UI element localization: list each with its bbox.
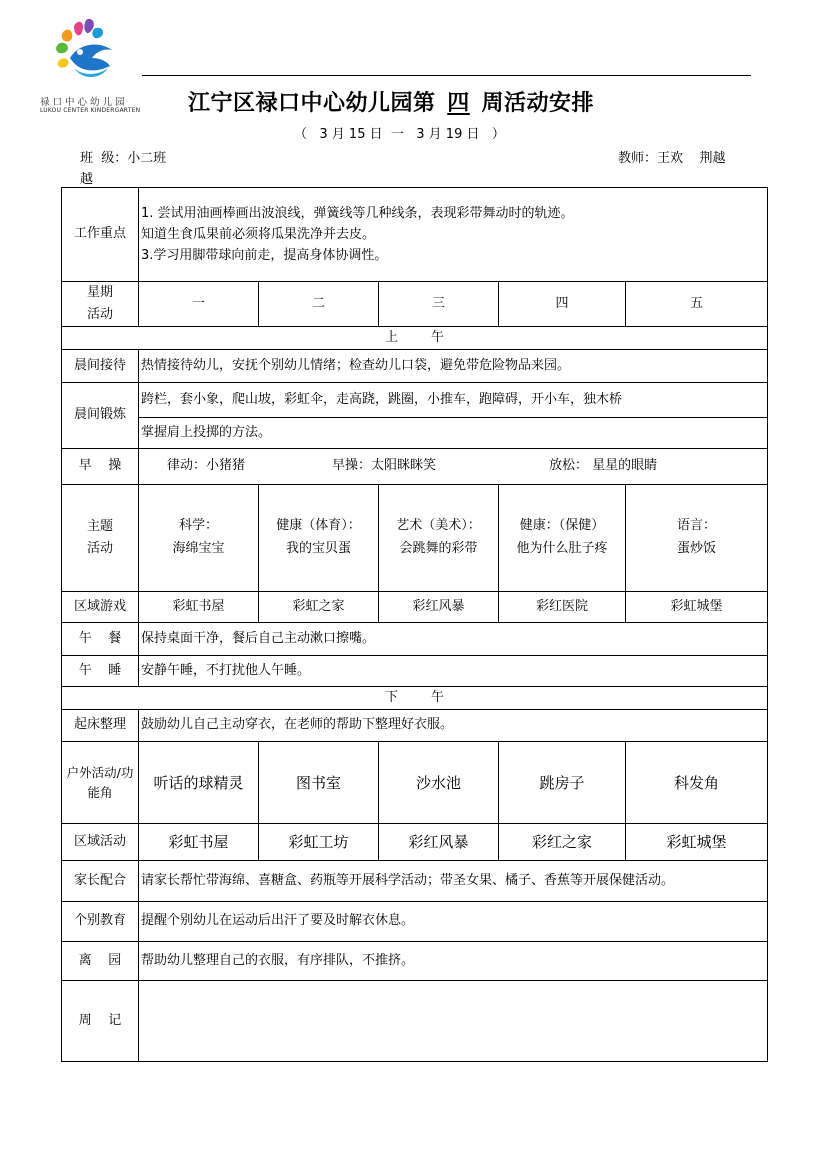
theme-fri-subject: 语言： (677, 518, 717, 534)
area-game-mon: 彩虹书屋 (139, 592, 259, 623)
theme-mon (139, 485, 259, 592)
weekly-note-row (62, 981, 768, 1062)
drill-label: 早 操 (62, 449, 139, 485)
area-activity-label: 区域活动 (62, 824, 139, 861)
theme-mon-topic: 海绵宝宝 (172, 541, 225, 557)
nap-text: 安静午睡，不打扰他人午睡。 (139, 656, 768, 687)
theme-wed-topic: 会跳舞的彩带 (399, 541, 478, 557)
theme-wed-subject: 艺术（美术）： (396, 518, 481, 534)
exercise-text-1: 跨栏，套小象，爬山坡，彩虹伞，走高跷，跳圈，小推车，跑障碍，开小车，独木桥 (139, 383, 768, 418)
nap-row (62, 656, 768, 687)
afternoon-header: 下 午 (62, 687, 768, 710)
area-game-thu: 彩红医院 (499, 592, 626, 623)
theme-label-line-1: 主题 (86, 519, 113, 535)
theme-thu (499, 485, 626, 592)
weekday-wed: 三 (379, 282, 499, 327)
weekly-plan-table (61, 187, 768, 1062)
area-activity-fri: 彩虹城堡 (626, 824, 768, 861)
individual-row (62, 902, 768, 942)
drill-relax: 放松： 星星的眼睛 (549, 458, 658, 474)
theme-label (62, 485, 139, 592)
header-rule (142, 75, 751, 76)
exercise-text-2: 掌握肩上投掷的方法。 (139, 418, 768, 449)
individual-label: 个别教育 (62, 902, 139, 942)
drill-content (139, 449, 768, 485)
outdoor-mon: 听话的球精灵 (139, 742, 259, 824)
theme-row (62, 485, 768, 592)
theme-fri (626, 485, 768, 592)
focus-line-1: 1. 尝试用油画棒画出波浪线，弹簧线等几种线条，表现彩带舞动时的轨迹。 (141, 206, 574, 221)
area-game-tue: 彩虹之家 (259, 592, 379, 623)
weekday-fri: 五 (626, 282, 768, 327)
theme-tue-topic: 我的宝贝蛋 (285, 541, 351, 557)
drill-main: 早操：太阳眯眯笑 (332, 458, 437, 474)
area-game-fri: 彩虹城堡 (626, 592, 768, 623)
theme-fri-topic: 蛋炒饭 (677, 541, 717, 557)
title-prefix: 江宁区禄口中心幼儿园第 (188, 90, 436, 116)
theme-thu-topic: 他为什么肚子疼 (516, 541, 608, 557)
area-game-wed: 彩红风暴 (379, 592, 499, 623)
area-game-label: 区域游戏 (62, 592, 139, 623)
individual-text: 提醒个别幼儿在运动后出汗了要及时解衣休息。 (139, 902, 768, 942)
page-title (188, 86, 594, 117)
parent-label: 家长配合 (62, 861, 139, 902)
reception-label: 晨间接待 (62, 350, 139, 383)
parent-row (62, 861, 768, 902)
date-range: （ 3 月 15 日 一 3 月 19 日 ） (294, 127, 505, 142)
exercise-row-1 (62, 383, 768, 418)
week-number: 四 (447, 90, 470, 116)
leave-text: 帮助幼儿整理自己的衣服，有序排队，不推挤。 (139, 942, 768, 981)
area-activity-wed: 彩红风暴 (379, 824, 499, 861)
exercise-label: 晨间锻炼 (62, 383, 139, 449)
focus-row (62, 188, 768, 282)
weekly-note-label: 周 记 (62, 981, 139, 1062)
theme-tue (259, 485, 379, 592)
wakeup-text: 鼓励幼儿自己主动穿衣，在老师的帮助下整理好衣服。 (139, 710, 768, 742)
afternoon-header-row (62, 687, 768, 710)
lunch-row (62, 623, 768, 656)
weekday-label (62, 282, 139, 327)
weekday-label-line-1: 星期 (86, 285, 113, 300)
nap-label: 午 睡 (62, 656, 139, 687)
area-activity-row (62, 824, 768, 861)
outdoor-row (62, 742, 768, 824)
weekday-mon: 一 (139, 282, 259, 327)
wakeup-label: 起床整理 (62, 710, 139, 742)
lunch-label: 午 餐 (62, 623, 139, 656)
leave-label: 离 园 (62, 942, 139, 981)
teacher-name-wrap: 越 (80, 172, 94, 187)
theme-tue-subject: 健康（体育）： (276, 518, 361, 534)
reception-row (62, 350, 768, 383)
reception-text: 热情接待幼儿，安抚个别幼儿情绪；检查幼儿口袋，避免带危险物品来园。 (139, 350, 768, 383)
focus-line-3: 3.学习用脚带球向前走，提高身体协调性。 (141, 248, 388, 263)
kindergarten-logo-icon (52, 18, 122, 90)
outdoor-wed: 沙水池 (379, 742, 499, 824)
focus-label: 工作重点 (62, 188, 139, 282)
morning-header: 上 午 (62, 327, 768, 350)
exercise-row-2 (62, 418, 768, 449)
focus-content (139, 188, 768, 282)
theme-mon-subject: 科学： (178, 518, 218, 534)
area-game-row (62, 592, 768, 623)
outdoor-tue: 图书室 (259, 742, 379, 824)
wakeup-row (62, 710, 768, 742)
leave-row (62, 942, 768, 981)
weekly-note-text (139, 981, 768, 1062)
logo-chinese-name: 禄口中心幼儿园 (40, 97, 128, 108)
theme-wed (379, 485, 499, 592)
area-activity-thu: 彩红之家 (499, 824, 626, 861)
focus-line-2: 知道生食瓜果前必须将瓜果洗净并去皮。 (141, 227, 376, 242)
weekday-thu: 四 (499, 282, 626, 327)
teacher-label: 教师：王欢 荆越 (618, 151, 726, 166)
theme-thu-subject: 健康：（保健） (519, 518, 605, 534)
outdoor-fri: 科发角 (626, 742, 768, 824)
outdoor-thu: 跳房子 (499, 742, 626, 824)
lunch-text: 保持桌面干净，餐后自己主动漱口擦嘴。 (139, 623, 768, 656)
drill-row (62, 449, 768, 485)
theme-label-line-2: 活动 (86, 541, 113, 557)
area-activity-tue: 彩虹工坊 (259, 824, 379, 861)
morning-header-row (62, 327, 768, 350)
title-suffix: 周活动安排 (481, 90, 595, 116)
weekday-tue: 二 (259, 282, 379, 327)
drill-rhythm: 律动：小猪猪 (167, 458, 246, 474)
outdoor-label: 户外活动/功能角 (62, 742, 139, 824)
weekday-label-line-2: 活动 (86, 307, 113, 323)
parent-text: 请家长帮忙带海绵、喜糖盒、药瓶等开展科学活动；带圣女果、橘子、香蕉等开展保健活动。 (139, 861, 768, 902)
weekday-row (62, 282, 768, 327)
area-activity-mon: 彩虹书屋 (139, 824, 259, 861)
logo-english-name: LUKOU CENTER KINDERGARTEN (40, 107, 141, 114)
class-label: 班 级：小二班 (80, 151, 167, 166)
